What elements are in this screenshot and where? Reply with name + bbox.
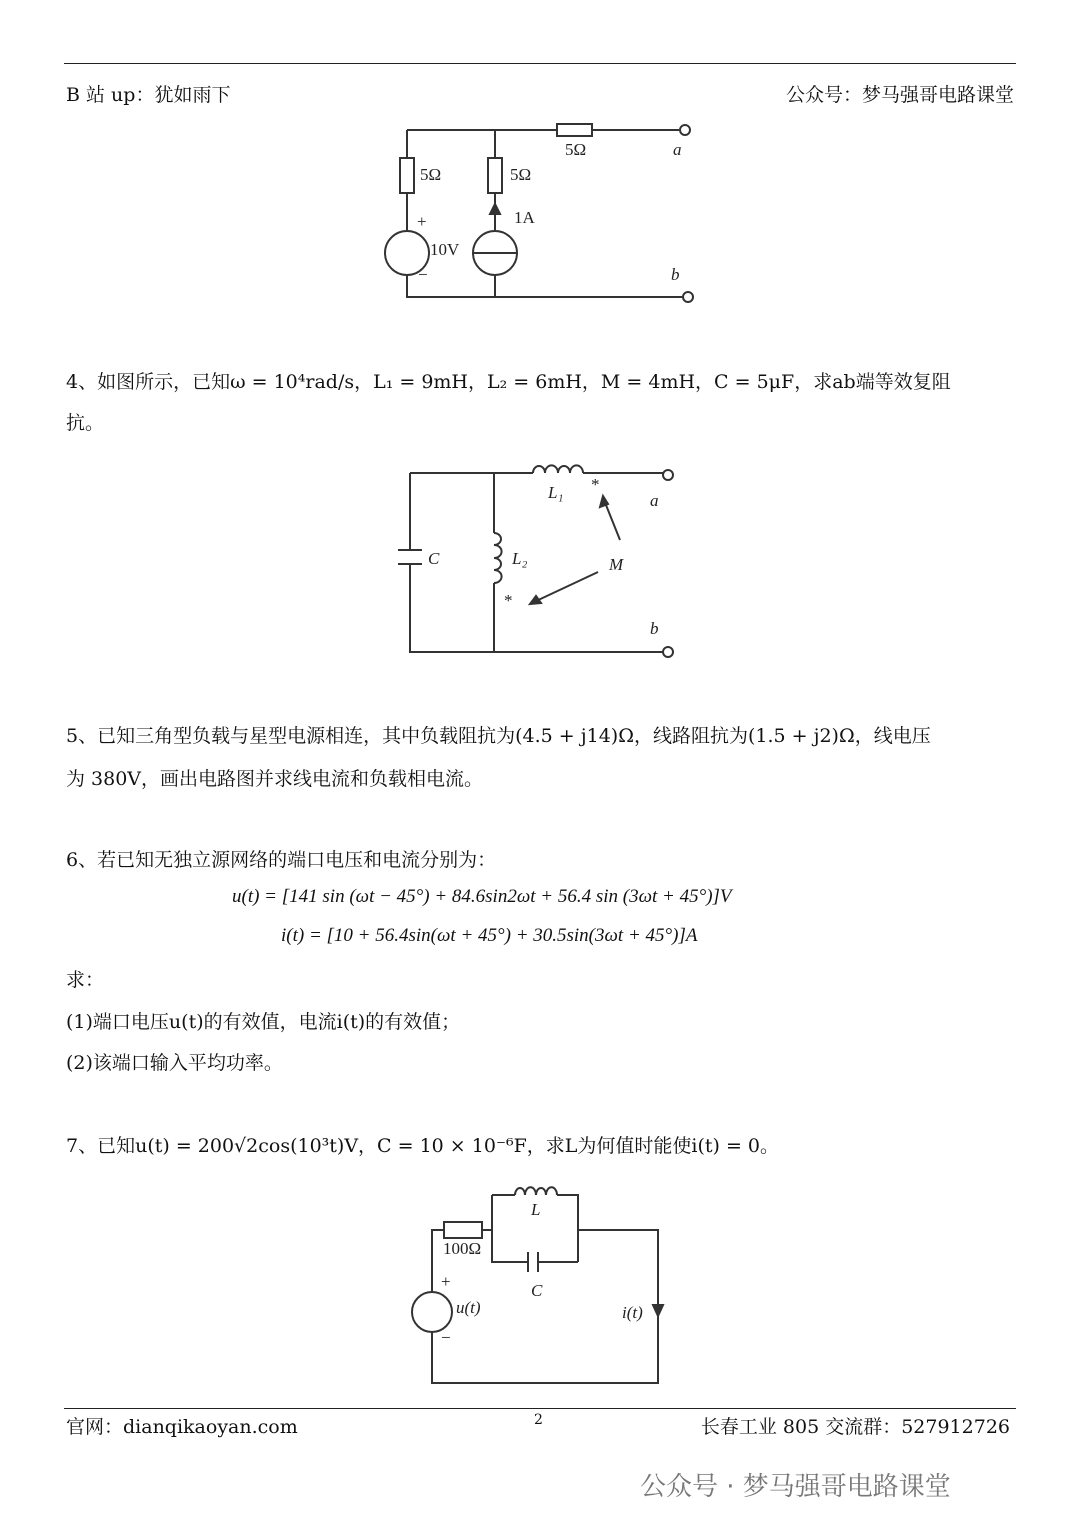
page-number: 2 [534,1412,543,1428]
label: C [531,1281,543,1300]
question-4-line2: 抗。 [66,412,105,434]
inductor-L [515,1187,557,1195]
circuit-3 [412,1187,663,1383]
label: L₂ [512,549,528,568]
arrow-down-icon [653,1305,663,1316]
footer-right: 长春工业 805 交流群：527912726 [700,1416,1010,1438]
header-right: 公众号：梦马强哥电路课堂 [785,84,1014,106]
capacitor [528,1252,538,1272]
label: 5Ω [565,140,587,159]
voltage-source [412,1292,452,1332]
circuit-1 [385,124,693,302]
question-4-line1: 4、如图所示，已知ω = 10⁴rad/s，L₁ = 9mH，L₂ = 6mH，M = 4mH，C = 5μF，求ab端等效复阻 [66,371,951,393]
label: 10V [430,240,460,259]
label: 5Ω [420,165,442,184]
label: + [441,1272,451,1291]
label: * [591,475,600,494]
label: 5Ω [510,165,532,184]
label: 1A [514,208,535,227]
question-6-ask: 求： [66,969,105,991]
label: − [418,265,428,284]
label: * [504,591,513,610]
inductor-L1 [533,465,583,473]
arrow-up-icon [490,204,500,214]
header-left: B 站 up：犹如雨下 [66,84,231,106]
question-6-sub2: (2)该端口输入平均功率。 [66,1052,283,1074]
equation-i: i(t) = [10 + 56.4sin(ωt + 45°) + 30.5sin(3ωt + 45°)]A [281,925,698,946]
label: 100Ω [443,1239,482,1258]
label: b [671,265,680,284]
label: − [441,1328,451,1347]
label: + [417,212,427,231]
question-7-line1: 7、已知u(t) = 200√2cos(10³t)V，C = 10 × 10⁻⁶F，求L为何值时能使i(t) = 0。 [66,1135,780,1157]
resistor-top [557,124,592,136]
label: M [609,555,624,574]
footer-left: 官网：dianqikaoyan.com [66,1416,298,1438]
footer-rule [64,1408,1016,1409]
resistor-left [400,158,414,193]
label: a [650,491,659,510]
terminal-b [683,292,693,302]
label: C [428,549,440,568]
label: b [650,619,659,638]
label: a [673,140,682,159]
question-6-line1: 6、若已知无独立源网络的端口电压和电流分别为： [66,849,497,871]
question-6-sub1: (1)端口电压u(t)的有效值，电流i(t)的有效值； [66,1011,461,1033]
circuit-2 [398,465,673,657]
inductor-L2 [494,533,502,583]
label: L [531,1200,541,1219]
resistor-mid [488,158,502,193]
equation-u: u(t) = [141 sin (ωt − 45°) + 84.6sin2ωt + 56.4 sin (3ωt + 45°)]V [232,886,732,907]
label: L₁ [548,483,564,502]
terminal-a [680,125,690,135]
question-5-line1: 5、已知三角型负载与星型电源相连，其中负载阻抗为(4.5 + j14)Ω，线路阻抗为(1.5 + j2)Ω，线电压 [66,725,931,747]
watermark: 公众号 · 梦马强哥电路课堂 [640,1472,951,1502]
label: i(t) [622,1303,643,1322]
resistor-100 [444,1222,482,1238]
label: u(t) [456,1298,481,1317]
capacitor [398,550,422,564]
question-5-line2: 为 380V，画出电路图并求线电流和负载相电流。 [66,768,484,790]
